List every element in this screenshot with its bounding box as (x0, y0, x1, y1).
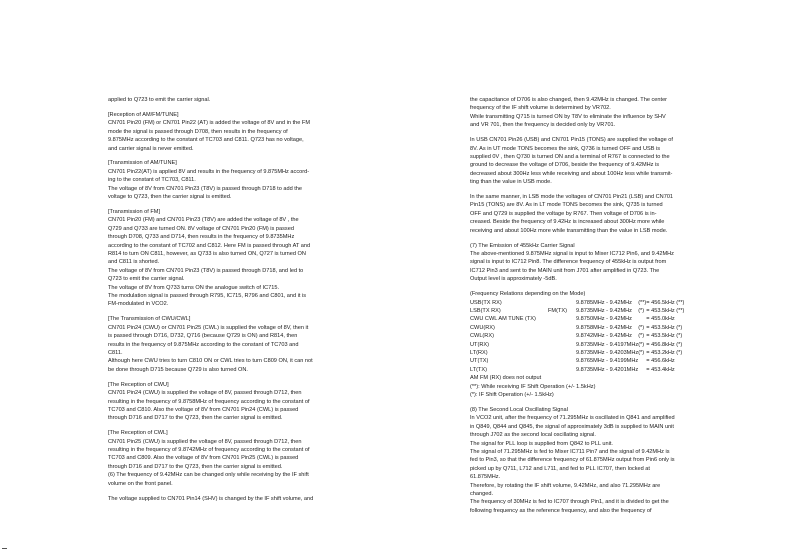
frequency-row (470, 299, 684, 307)
left-outro: The voltage supplied to CN701 Pin14 (SHV) is changed by the IF shift volume, and (108, 495, 314, 502)
frequency-mode-cell: USB(TX RX) (470, 299, 502, 306)
frequency-mode-cell: LT(TX) (470, 366, 487, 373)
section-body: CN701 Pin20 (FM) or CN701 Pin22 (AT) is added the voltage of 8V and in the FM mode the signal is passed through D708, then results in the frequency of 9.875MHz according to the constant of TC703 and C811. Q723 has no voltage, and carrier signal is never emitted. (108, 120, 310, 152)
frequency-mark-cell: (*) (638, 333, 645, 340)
frequency-row (470, 349, 684, 357)
frequency-freq-cell: 9.8750MHz - 9.42MHz (576, 316, 632, 323)
frequency-notes: AM FM (RX) does not output (**): While receiving IF Shift Operation (+/- 1.5kHz) (*): IF Shift Operation (+/- 1.5kHz) (470, 375, 596, 398)
section-title: [Reception of AM/FM/TUNE] (108, 111, 179, 118)
frequency-row (470, 366, 684, 374)
frequency-relations (470, 290, 762, 399)
frequency-mark-cell: (**) (638, 299, 647, 306)
lsb-mode-paragraph: In the same manner, in LSB mode the voltages of CN701 Pin21 (LSB) and CN701 Pin15 (TONS) are 8V. As in LT mode TONS becomes the sink, Q735 is turned OFF and Q729 is supplied the voltage by R767. Then voltage of D706 is in- creased. Beside the frequency of 9.42Hz is increased about 300Hz more while receiving and about 100Hz more while transmitting than the value in LSB mode. (470, 194, 674, 234)
page-corner-mark (2, 548, 7, 549)
section-body: CN701 Pin22(AT) is applied 8V and results in the frequency of 9.875MHz accord- ing to the constant of TC703, C811. The voltage of 8V from CN701 Pin23 (T8V) is passed through D718 to add the voltage to Q723, then the carrier signal is emitted. (108, 168, 310, 201)
section-carrier-emission (470, 242, 762, 284)
section-cwu-reception (108, 381, 391, 423)
section-title: (7) The Emission of 455kHz Carrier Signal (470, 242, 575, 249)
frequency-mark-cell: (*) (638, 324, 645, 331)
frequency-mode-cell: UT(TX) (470, 358, 489, 365)
section-title: (8) The Second Local Oscillating Signal (470, 406, 568, 413)
frequency-freq-cell: 9.8735MHz - 9.4203MHz (576, 349, 639, 356)
section-am-tune-transmission (108, 159, 391, 201)
frequency-table (470, 299, 684, 375)
frequency-fm-cell (548, 315, 576, 323)
frequency-row (470, 307, 684, 315)
frequency-mark-cell: (*) (638, 341, 645, 348)
frequency-result-cell: = 453.5kHz (*) (646, 324, 683, 331)
section-title: [Transmission of AM/TUNE] (108, 160, 177, 167)
left-intro: applied to Q723 to emit the carrier signal. (108, 97, 211, 103)
frequency-row (470, 341, 684, 349)
frequency-row (470, 332, 684, 340)
section-body: In VCO2 unit, after the frequency of 71.295MHz is oscillated in Q841 and amplified in Q849, Q844 and Q845, the signal of approximately 3dB is supplied to MAIN unit through J702 as the second local oscillating signal. The signal for PLL loop is supplied from Q842 to PLL unit. The signal of 71.295MHz is fed to Mixer IC711 Pin7 and the signal of 9.42MHz is fed to Pin3, so that the difference frequency of 61.875MHz output from Pin6 only is picked up by Q711, L712 and L711, and fed to PLL IC707, then locked at 61.875MHz. Therefore, by rotating the IF shift volume, 9.42MHz, and also 71.295MHz are changed. The frequency of 30MHz is fed to IC707 through Pin1, and it is divided to get the following frequency as the reference frequency, and also the frequency of (470, 415, 675, 514)
frequency-result-cell: = 453.4kHz (646, 366, 675, 373)
frequency-fm-cell: FM(TX) (548, 307, 567, 314)
frequency-result-cell: = 456.6kHz (646, 358, 675, 365)
usb-mode-paragraph: In USB CN701 Pin26 (USB) and CN701 Pin15 (TONS) are supplied the voltage of 8V. As in UT mode TONS becomes the sink, Q736 is turned OFF and USB is supplied 0V , then Q730 is turned ON and a terminal of R767 is connected to the ground to decrease the voltage of D706, beside the frequency of 9.42MHz is decreased about 300Hz less while receiving and about 100Hz less while transmit- ting than the value in USB mode. (470, 137, 673, 186)
frequency-fm-cell (548, 332, 576, 340)
section-second-local-oscillator (470, 406, 762, 515)
frequency-mark-cell (638, 315, 646, 323)
right-intro: the capacitance of D706 is also changed, then 9.42MHz is changed. The center frequency of the IF shift volume is determined by VR702. While transmitting Q715 is turned ON by T8V to eliminate the influence by SHV and VR 701, then the frequency is decided only by VR701. (470, 97, 668, 129)
frequency-fm-cell (548, 324, 576, 332)
frequency-result-cell: = 453.5kHz (**) (646, 307, 685, 314)
section-title: [The Reception of CWU] (108, 381, 169, 388)
section-cwu-cwl-transmission (108, 315, 391, 374)
section-title: [The Transmission of CWU/CWL] (108, 316, 191, 323)
section-body: CN701 Pin25 (CWU) is supplied the voltage of 8V, passed through D712, then resulting in the frequency of 9.8742MHz of frequency according to the constant of TC703 and C809. Also the voltage of 8V from CN701 Pin25 (CWL) is passed through D716 and D717 to the Q723, then the carrier signal is emitted. (6) The frequency of 9.42MHz can be changed only while receiving by the IF shift volume on the front panel. (108, 438, 310, 487)
frequency-result-cell: = 456.5kHz (**) (646, 299, 685, 306)
frequency-fm-cell (548, 349, 576, 357)
section-title: [Transmission of FM] (108, 208, 161, 215)
left-column (108, 96, 391, 509)
section-body: The above-mentioned 9.875MHz signal is input to Mixer IC712 Pin6, and 9.42MHz signal is input to IC712 Pin8. The difference frequency of 455kHz is output from IC712 Pin3 and sent to the MAIN unit from J701 after amplified in Q723. The Output level is approximately -5dB. (470, 251, 674, 283)
frequency-result-cell: = 453.5kHz (*) (646, 333, 683, 340)
frequency-mode-cell: LT(RX) (470, 349, 488, 356)
frequency-mode-cell: UT(RX) (470, 341, 489, 348)
frequency-freq-cell: 9.8758MHz - 9.42MHz (576, 324, 632, 331)
section-cwl-reception (108, 429, 391, 488)
frequency-freq-cell: 9.8735MHz - 9.42MHz (576, 307, 632, 314)
section-fm-transmission (108, 208, 391, 309)
frequency-freq-cell: 9.8735MHz - 9.4201MHz (576, 366, 639, 373)
frequency-freq-cell: 9.8742MHz - 9.42MHz (576, 333, 632, 340)
section-body: CN701 Pin20 (FM) and CN701 Pin23 (T8V) are added the voltage of 8V , the Q729 and Q733 are turned ON. 8V voltage of CN701 Pin20 (FM) is passed through D708, Q733 and D714, then results in the frequency of 9.8735MHz according to the constant of TC702 and C812. Here FM is passed through AT and R814 to turn ON C811, however, as Q733 is also turned ON, Q727 is turned ON and C811 is shorted. The voltage of 8V from CN701 Pin23 (T8V) is passed through D718, and led to Q723 to emit the carrier signal. The voltage of 8V from Q733 turns ON the analogue switch of IC715. The modulation signal is passed through R795, IC715, R796 and C801, and it is FM-modulated in VCO2. (108, 217, 311, 308)
section-body: CN701 Pin24 (CWU) is supplied the voltage of 8V, passed through D712, then resulting in the frequency of 9.8758MHz of frequency according to the constant of TC703 and C810. Also the voltage of 8V from CN701 Pin24 (CWL) is passed through D716 and D717 to the Q723, then the carrier signal is emitted. (108, 390, 310, 422)
right-column (470, 96, 762, 522)
frequency-fm-cell (548, 357, 576, 365)
frequency-fm-cell (548, 299, 576, 307)
frequency-result-cell: = 453.2kHz (*) (646, 349, 683, 356)
frequency-mark-cell: (*) (638, 349, 645, 356)
frequency-mode-cell: CWU(RX) (470, 324, 495, 331)
frequency-result-cell: = 455.0kHz (646, 316, 675, 323)
frequency-fm-cell (548, 341, 576, 349)
frequency-row (470, 315, 684, 323)
frequency-mark-cell (638, 366, 646, 374)
frequency-freq-cell: 9.8785MHz - 9.42MHz (576, 299, 632, 306)
frequency-row (470, 357, 684, 365)
frequency-mark-cell (638, 357, 646, 365)
section-title: [The Reception of CWL] (108, 430, 168, 437)
section-am-fm-tune-reception (108, 111, 391, 153)
frequency-mode-cell: CWU CWL AM TUNE (TX) (470, 316, 536, 323)
frequency-freq-cell: 9.8735MHz - 9.4197MHz (576, 341, 639, 348)
frequency-fm-cell (548, 366, 576, 374)
frequency-relations-title: (Frequency Relations depending on the Mode) (470, 291, 586, 298)
section-body: CN701 Pin24 (CWU) or CN701 Pin25 (CWL) is supplied the voltage of 8V, then it is passed through D716, D732, Q716 (because Q729 is ON) and R814, then results in the frequency of 9.875MHz according to the constant of TC703 and C811. Although here CWU tries to turn C810 ON or CWL tries to turn C809 ON, it can not be done through D715 because Q729 is also turned ON. (108, 324, 313, 373)
frequency-freq-cell: 9.8765MHz - 9.4199MHz (576, 358, 639, 365)
frequency-mark-cell: (*) (638, 307, 645, 314)
frequency-mode-cell: LSB(TX RX) (470, 307, 501, 314)
frequency-row (470, 324, 684, 332)
frequency-result-cell: = 456.8kHz (*) (646, 341, 683, 348)
frequency-mode-cell: CWL(RX) (470, 333, 494, 340)
